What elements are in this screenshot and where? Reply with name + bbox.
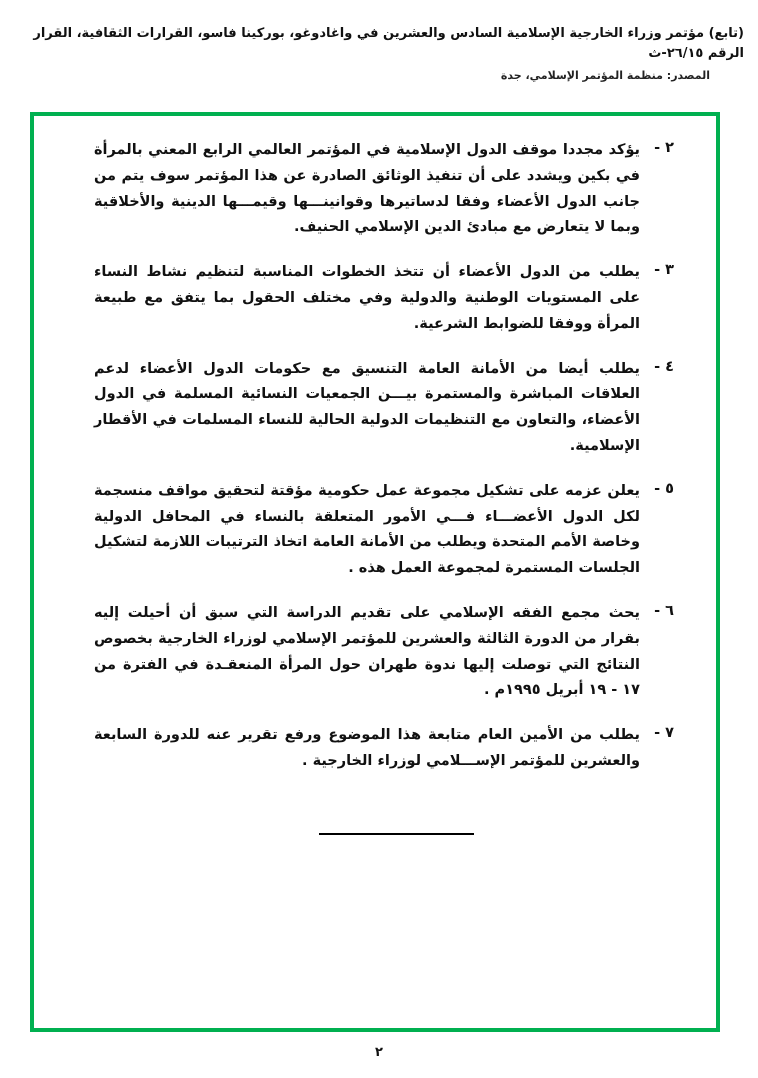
paragraph-text: يؤكد مجددا موقف الدول الإسلامية في المؤتمر العالمي الرابع المعني بالمرأة في بكين ويشدد على أن تنفيذ الوثائق الصادرة عن هذا المؤتمر سوف يتم من جانب الدول الأعضاء وفقا لدساتيرها وقوانينـــها وقيمـــها الدينية والأخلاقية وبما لا يتعارض مع مبادئ الدين الإسلامي الحنيف. [94, 142, 640, 236]
paragraph-item [94, 260, 674, 337]
document-header: (تابع) مؤتمر وزراء الخارجية الإسلامية السادس والعشرين في واغادوغو، بوركينا فاسو، القرارات الثقافية، القرار الرقم ٢٦/١٥-ث [33, 26, 744, 61]
paragraph-item [94, 357, 674, 460]
paragraph-text: يعلن عزمه على تشكيل مجموعة عمل حكومية مؤقتة لتحقيق مواقف منسجمة لكل الدول الأعضـــاء فـــي الأمور المتعلقة بالنساء في المحافل الدولية وخاصة الأمم المتحدة ويطلب من الأمانة العامة اتخاذ الترتيبات اللازمة لتشكيل الجلسات المستمرة لمجموعة العمل هذه . [94, 482, 640, 577]
content-frame [30, 112, 720, 1032]
paragraph-item [94, 479, 674, 582]
paragraph-item [94, 601, 674, 704]
source-line: المصدر: منظمة المؤتمر الإسلامي، جدة [500, 69, 710, 82]
paragraph-number: ٢ - [654, 140, 674, 156]
paragraph-text: يطلب أيضا من الأمانة العامة التنسيق مع حكومات الدول الأعضاء لدعم العلاقات المباشرة والمستمرة بيـــن الجمعيات النسائية المسلمة في الدول الأعضاء، والتعاون مع التنظيمات الدولية الحالية للنساء المسلمات في الأقطار الإسلامية. [94, 360, 640, 454]
paragraph-number: ٥ - [654, 480, 674, 497]
section-divider [319, 833, 474, 835]
paragraph-item [94, 138, 674, 241]
paragraph-number: ٦ - [654, 602, 674, 619]
content-area [34, 116, 716, 835]
paragraph-text: يطلب من الأمين العام متابعة هذا الموضوع ورفع تقرير عنه للدورة السابعة والعشرين للمؤتمر الإســـلامي لوزراء الخارجية . [94, 727, 640, 769]
page-number: ٢ [375, 1045, 383, 1060]
paragraph-number: ٧ - [654, 725, 674, 742]
paragraph-number: ٤ - [654, 358, 674, 375]
paragraph-text: يحث مجمع الفقه الإسلامي على تقديم الدراسة التي سبق أن أحيلت إليه بقرار من الدورة الثالثة والعشرين للمؤتمر الإسلامي لوزراء الخارجية بخصوص النتائج التي توصلت إليها ندوة طهران حول المرأة المنعقـدة في الفترة من ١٧ - ١٩ أبريل ١٩٩٥م . [94, 604, 640, 699]
paragraph-text: يطلب من الدول الأعضاء أن تتخذ الخطوات المناسبة لتنظيم نشاط النساء على المستويات الوطنية والدولية وفي مختلف الحقول بما يتفق مع طبيعة المرأة ووفقا للضوابط الشرعية. [94, 264, 640, 332]
paragraph-item [94, 723, 674, 775]
paragraph-number: ٣ - [654, 262, 674, 279]
